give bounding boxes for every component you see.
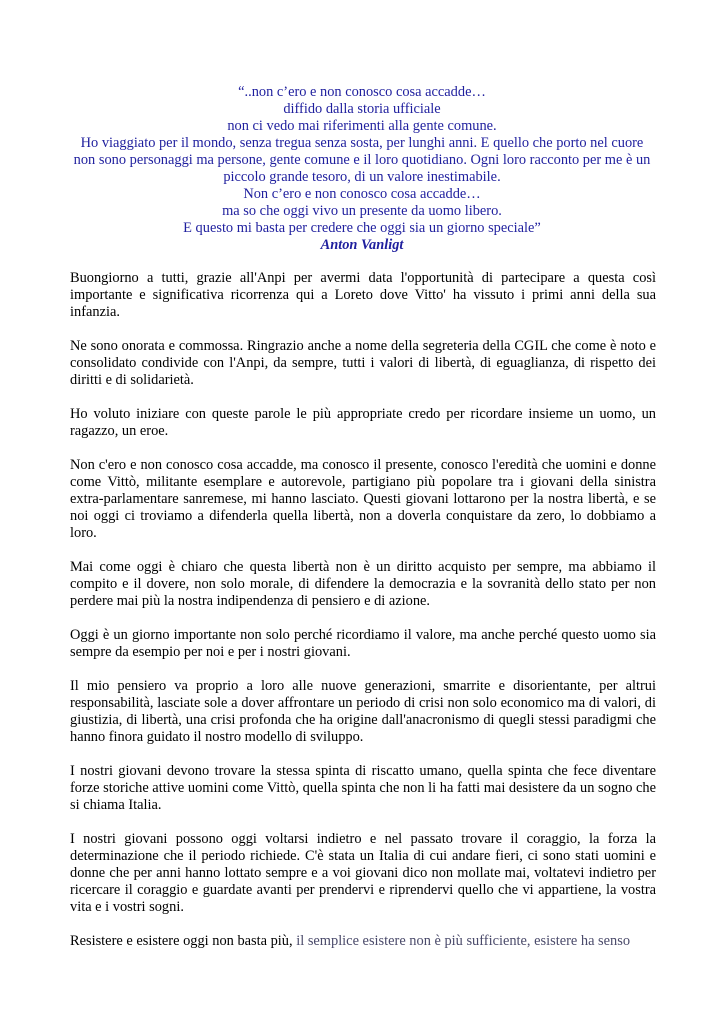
quote-line: “..non c’ero e non conosco cosa accadde…: [238, 84, 486, 100]
quote-line: E questo mi basta per credere che oggi sia un giorno speciale”: [183, 220, 541, 236]
quote-line: non ci vedo mai riferimenti alla gente comune.: [227, 118, 497, 134]
quote-line: Ho viaggiato per il mondo, senza tregua senza sosta, per lunghi anni. E quello che porto nel cuore: [80, 135, 644, 151]
paragraph: I nostri giovani possono oggi voltarsi indietro e nel passato trovare il coraggio, la forza la determinazione che il periodo richiede. C'è stata un Italia di cui andare fieri, ci sono stati uomini e donne che per anni hanno lottato sempre e a voi giovani dico non mollate mai, voltatevi indietro per ricercare il coraggio e guardate avanti per prendervi e riprendervi quello che vi appartiene, la vostra vita e i vostri sogni.: [70, 831, 656, 915]
quote-line: Non c’ero e non conosco cosa accadde…: [243, 186, 481, 202]
paragraph: I nostri giovani devono trovare la stessa spinta di riscatto umano, quella spinta che fece diventare forze storiche attive uomini come Vittò, quella spinta che non li ha fatti mai desistere da un sogno che si chiama Italia.: [70, 763, 656, 813]
quote-line: piccolo grande tesoro, di un valore inestimabile.: [223, 169, 501, 185]
paragraph: Ho voluto iniziare con queste parole le più appropriate credo per ricordare insieme un uomo, un ragazzo, un eroe.: [70, 406, 656, 439]
paragraph: Oggi è un giorno importante non solo perché ricordiamo il valore, ma anche perché questo uomo sia sempre da esempio per noi e per i nostri giovani.: [70, 627, 656, 660]
paragraph: Non c'ero e non conosco cosa accadde, ma conosco il presente, conosco l'eredità che uomini e donne come Vittò, militante esemplare e autorevole, partigiano più popolare tra i giovani della sinistra extra-parlamentare sanremese, mi hanno lasciato. Questi giovani lottarono per la nostra libertà, e se noi oggi ci troviamo a difenderla quella libertà, non a doverla conquistare da zero, lo dobbiamo a loro.: [70, 457, 656, 541]
quote-line: non sono personaggi ma persone, gente comune e il loro quotidiano. Ogni loro racconto per me è un: [73, 152, 651, 168]
paragraph: Il mio pensiero va proprio a loro alle nuove generazioni, smarrite e disorientante, per altrui responsabilità, lasciate sole a dover affrontare un periodo di crisi non solo economico ma di valori, di giustizia, di libertà, una crisi profonda che ha origine dall'anacronismo di quegli stessi paradigmi che hanno finora guidato il nostro modello di sviluppo.: [70, 678, 656, 745]
quote-line: diffido dalla storia ufficiale: [283, 101, 441, 117]
epigraph-quote: [40, 84, 684, 254]
paragraph-last: [70, 933, 656, 950]
paragraph: Ne sono onorata e commossa. Ringrazio anche a nome della segreteria della CGIL che come è noto e consolidato condivide con l'Anpi, da sempre, tutti i valori di libertà, di eguaglianza, di rispetto dei diritti e di solidarietà.: [70, 338, 656, 388]
quote-line: ma so che oggi vivo un presente da uomo libero.: [222, 203, 502, 219]
paragraph: Mai come oggi è chiaro che questa libertà non è un diritto acquisto per sempre, ma abbiamo il compito e il dovere, non solo morale, di difendere la democrazia e la sovranità dello stato per non perdere mai più la nostra indipendenza di pensiero e di azione.: [70, 559, 656, 609]
speech-body: [70, 270, 656, 950]
paragraph-last-faded: il semplice esistere non è più sufficiente, esistere ha senso: [296, 933, 631, 949]
quote-author: Anton Vanligt: [320, 237, 404, 253]
paragraph-last-start: Resistere e esistere oggi non basta più,: [70, 933, 293, 949]
paragraph: Buongiorno a tutti, grazie all'Anpi per avermi data l'opportunità di partecipare a questa così importante e significativa ricorrenza qui a Loreto dove Vitto' ha vissuto i primi anni della sua infanzia.: [70, 270, 656, 320]
